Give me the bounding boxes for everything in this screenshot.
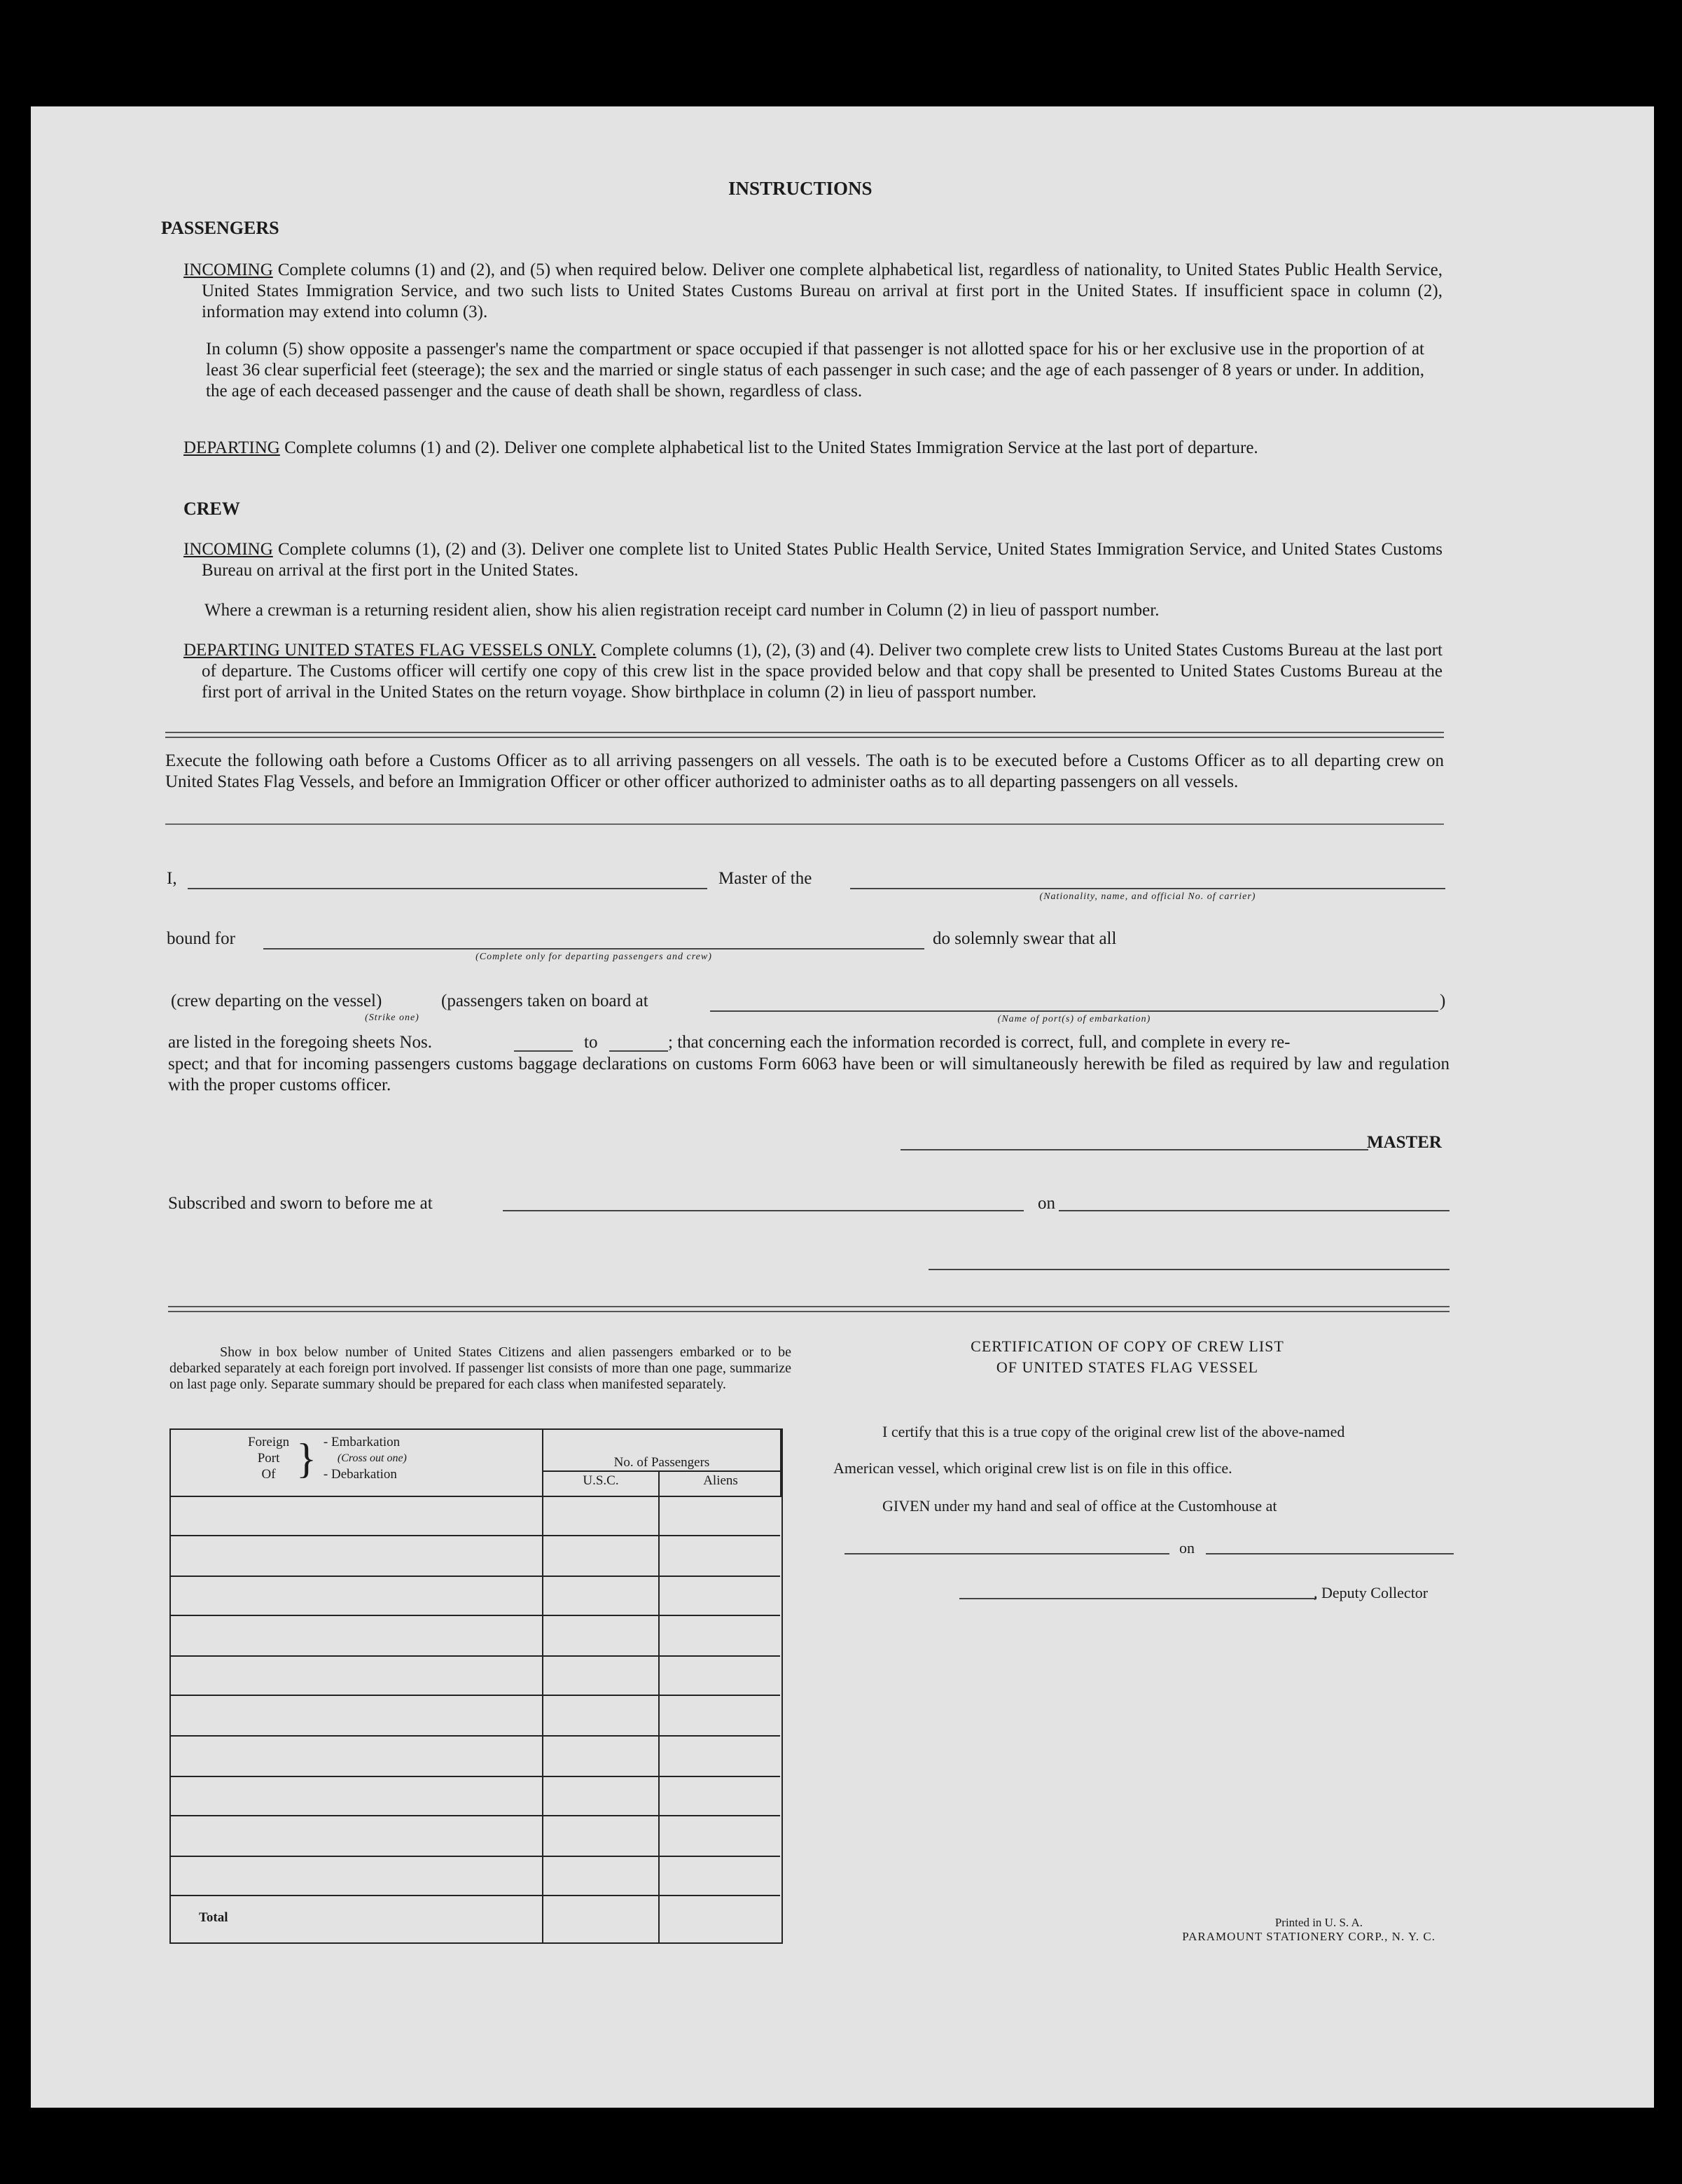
foreign-label: Foreign: [248, 1435, 290, 1449]
certification-heading-1: CERTIFICATION OF COPY OF CREW LIST: [971, 1337, 1284, 1355]
crew-departing-label: DEPARTING UNITED STATES FLAG VESSELS ONLY.: [183, 641, 597, 660]
carrier-field[interactable]: [850, 888, 1445, 889]
table-row[interactable]: [171, 1496, 780, 1497]
departing-text: Complete columns (1) and (2). Deliver one complete alphabetical list to the United States Immigration Service at the last port of departure.: [279, 438, 1258, 457]
certification-on-label: on: [1179, 1539, 1195, 1557]
sworn-on-label: on: [1038, 1194, 1055, 1213]
double-rule-lower: [168, 1306, 1450, 1312]
master-of-the-label: Master of the: [718, 869, 812, 888]
destination-field[interactable]: [263, 948, 924, 950]
crew-departing-paragraph: [183, 640, 1443, 703]
strike-caption: (Strike one): [365, 1013, 419, 1023]
bound-caption: (Complete only for departing passengers and crew): [475, 952, 712, 962]
crew-heading: CREW: [183, 499, 240, 519]
table-row[interactable]: [171, 1655, 780, 1657]
sheet-to-field[interactable]: [609, 1050, 668, 1052]
master-signature-field[interactable]: [901, 1149, 1368, 1150]
table-row[interactable]: [171, 1535, 780, 1536]
summary-instruction: Show in box below number of United States Citizens and alien passengers embarked or to be debarked separately at each foreign port involved. If passenger list consists of more than one page, summarize on last page only. Separate summary should be prepared for each class when manifested separately.: [169, 1344, 791, 1392]
cross-out-label: (Cross out one): [337, 1452, 407, 1464]
usc-header: U.S.C.: [583, 1473, 619, 1488]
passengers-heading: PASSENGERS: [161, 218, 279, 238]
of-label: Of: [261, 1467, 276, 1482]
table-row[interactable]: [171, 1735, 780, 1737]
table-row[interactable]: [171, 1776, 780, 1777]
deputy-signature-field[interactable]: [959, 1598, 1316, 1599]
table-row[interactable]: [171, 1856, 780, 1857]
printer-line-2: PARAMOUNT STATIONERY CORP., N. Y. C.: [1182, 1930, 1436, 1943]
debarkation-label: - Debarkation: [323, 1467, 397, 1482]
passengers-departing-paragraph: [183, 438, 1443, 459]
sworn-place-field[interactable]: [503, 1210, 1024, 1211]
departing-label: DEPARTING: [183, 438, 280, 457]
incoming-label: INCOMING: [183, 260, 273, 279]
sheet-from-field[interactable]: [514, 1050, 573, 1052]
master-name-field[interactable]: [188, 888, 707, 889]
table-row[interactable]: [171, 1576, 780, 1577]
table-row[interactable]: [171, 1815, 780, 1816]
oath-instruction: Execute the following oath before a Customs Officer as to all arriving passengers on all vessels. The oath is to be executed before a Customs Officer as to all departing crew on United States Flag Vessels, and before an Immigration Officer or other officer authorized to administer oaths as to all departing passengers on all vessels.: [165, 751, 1444, 791]
col-divider-2: [658, 1470, 660, 1942]
incoming-text: Complete columns (1) and (2), and (5) when required below. Deliver one complete alphabetical list, regardless of nationality, to United States Public Health Service, United States Immigration Service, and two such lists to United States Customs Bureau on arrival at first port in the United States. If insufficient space in column (2), information may extend into column (3).: [202, 260, 1443, 321]
col-divider-1: [542, 1428, 543, 1942]
port-label: Port: [257, 1451, 280, 1466]
passengers-taken-option: (passengers taken on board at: [441, 992, 648, 1010]
subscribed-label: Subscribed and sworn to before me at: [168, 1194, 433, 1213]
crew-incoming-text: Complete columns (1), (2) and (3). Deliver one complete list to United States Public Health Service, United States Immigration Service, and United States Customs Bureau on arrival at the first port in the United States.: [202, 540, 1443, 580]
certification-line-1: I certify that this is a true copy of the original crew list of the above-named: [882, 1423, 1345, 1440]
master-label: MASTER: [1367, 1133, 1442, 1152]
passengers-incoming-paragraph: [183, 260, 1443, 323]
i-label: I,: [167, 869, 177, 888]
sworn-date-field[interactable]: [1059, 1210, 1450, 1211]
customhouse-field[interactable]: [845, 1553, 1169, 1554]
certification-heading-2: OF UNITED STATES FLAG VESSEL: [996, 1358, 1259, 1376]
table-row[interactable]: [171, 1615, 780, 1616]
embarkation-port-field[interactable]: [710, 1010, 1438, 1012]
divider: [165, 823, 1444, 825]
brace-icon: }: [296, 1435, 317, 1482]
page-title: INSTRUCTIONS: [728, 178, 873, 199]
swear-label: do solemnly swear that all: [933, 929, 1117, 948]
oath-text-continued: spect; and that for incoming passengers customs baggage declarations on customs Form 6063 have been or will simultaneously herewith be filed as required by law and regulation with the proper customs officer.: [168, 1055, 1450, 1094]
table-frame: [169, 1428, 783, 1944]
certification-line-3: GIVEN under my hand and seal of office at the Customhouse at: [882, 1497, 1277, 1515]
certification-date-field[interactable]: [1206, 1553, 1454, 1554]
sheets-text: ; that concerning each the information recorded is correct, full, and complete in every re-: [668, 1033, 1291, 1052]
crew-departing-option: (crew departing on the vessel): [171, 992, 382, 1010]
carrier-caption: (Nationality, name, and official No. of carrier): [1039, 891, 1256, 902]
table-row[interactable]: [171, 1695, 780, 1696]
sheets-label: are listed in the foregoing sheets Nos.: [168, 1033, 432, 1052]
close-paren: ): [1440, 992, 1446, 1010]
port-caption: (Name of port(s) of embarkation): [997, 1014, 1151, 1024]
officer-signature-field[interactable]: [929, 1269, 1450, 1270]
crew-departing-text: Complete columns (1), (2), (3) and (4). Deliver two complete crew lists to United States Customs Bureau at the last port of departure. The Customs officer will certify one copy of this crew list in the space provided below and that copy shall be presented to United States Customs Bureau at the first port of arrival in the United States on the return voyage. Show birthplace in column (2) in lieu of passport number.: [202, 641, 1443, 702]
passengers-incoming-note: In column (5) show opposite a passenger's name the compartment or space occupied if that passenger is not allotted space for his or her exclusive use in the proportion of at least 36 clear superficial feet (steerage); the sex and the married or single status of each passenger in such case; and the age of each passenger of 8 years or under. In addition, the age of each deceased passenger and the cause of death shall be shown, regardless of class.: [206, 340, 1424, 401]
embarkation-label: - Embarkation: [323, 1435, 401, 1449]
sheets-to-label: to: [584, 1033, 598, 1052]
printer-line-1: Printed in U. S. A.: [1274, 1916, 1363, 1929]
certification-line-2: American vessel, which original crew list is on file in this office.: [833, 1459, 1232, 1477]
double-rule: [165, 732, 1444, 738]
no-of-passengers-header: No. of Passengers: [543, 1429, 781, 1496]
crew-incoming-paragraph: [183, 539, 1443, 581]
crew-incoming-note: Where a crewman is a returning resident alien, show his alien registration receipt card number in Column (2) in lieu of passport number.: [204, 601, 1160, 620]
total-label: Total: [199, 1910, 228, 1925]
aliens-header: Aliens: [703, 1473, 738, 1488]
crew-incoming-label: INCOMING: [183, 540, 273, 559]
table-row[interactable]: [171, 1895, 780, 1896]
bound-for-label: bound for: [167, 929, 235, 948]
deputy-collector-label: , Deputy Collector: [1314, 1584, 1429, 1601]
